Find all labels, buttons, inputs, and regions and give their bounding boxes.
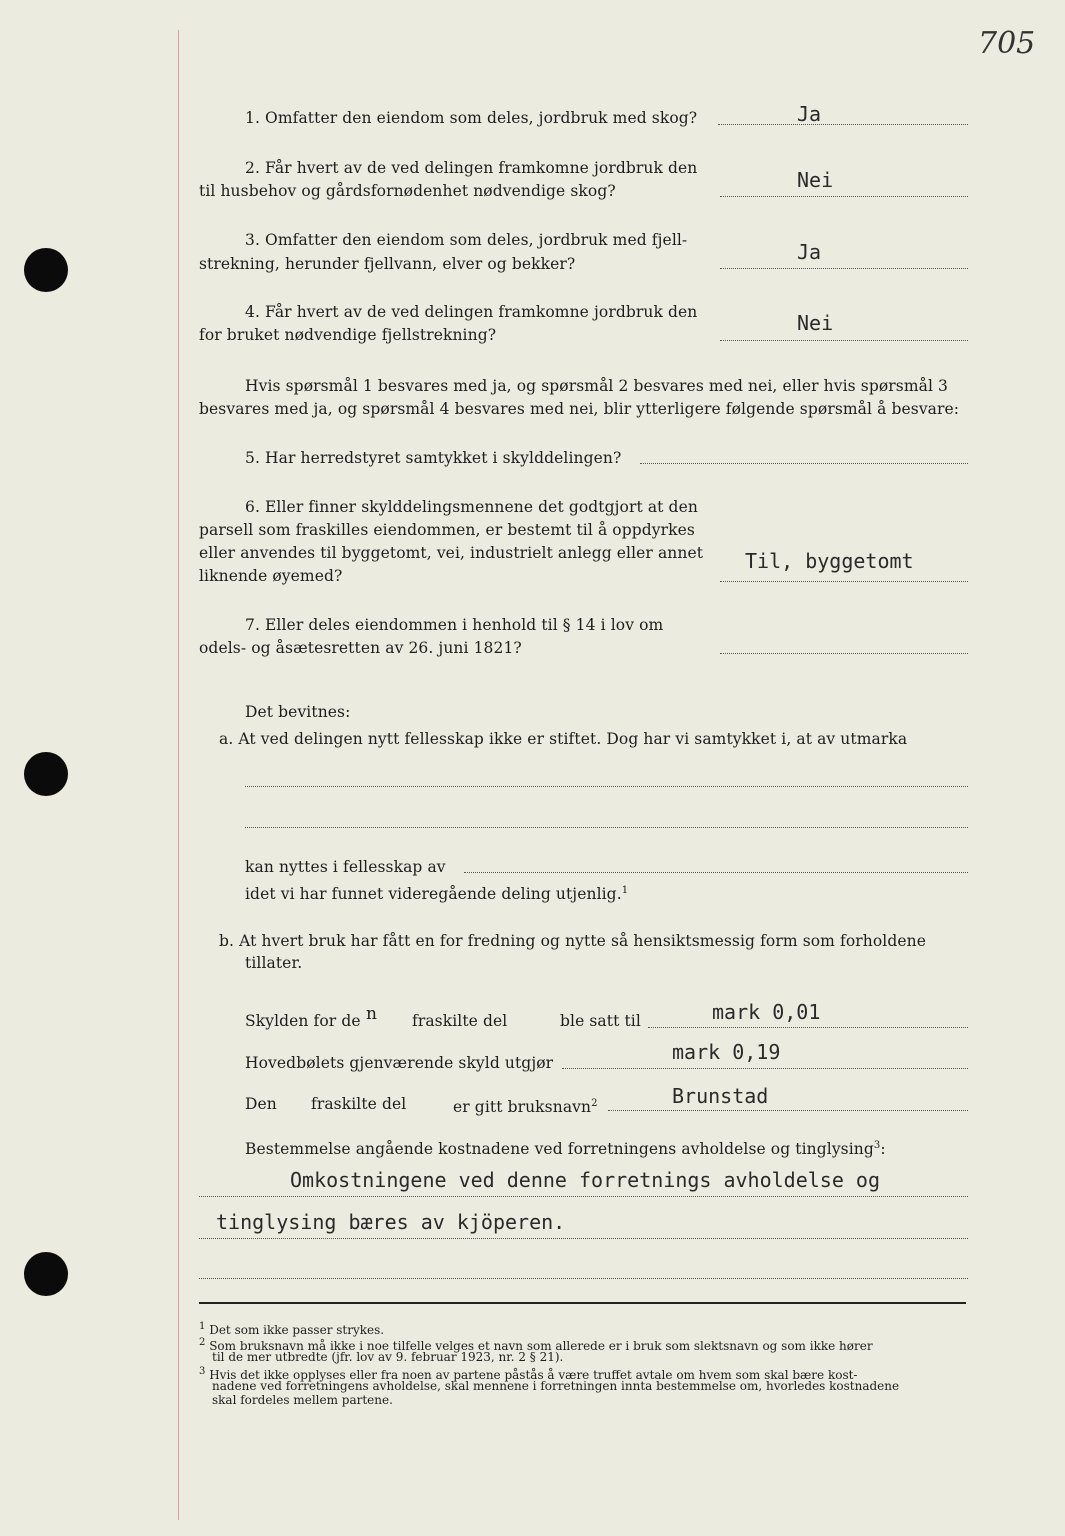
question-4-line-2: for bruket nødvendige fjellstrekning? [199,326,497,344]
footnote-ref: 2 [591,1098,598,1109]
punch-hole [24,1252,68,1296]
skyld-label-n: n [366,1004,378,1024]
answer-line [720,268,968,269]
question-6-line-3: eller anvendes til byggetomt, vei, industrielt anlegg eller annet [199,544,704,562]
costs-label: Bestemmelse angående kostnadene ved forretningens avholdelse og tinglysing$^3$: [245,1140,886,1159]
instruction-line-1: Hvis spørsmål 1 besvares med ja, og spørsmål 2 besvares med nei, eller hvis spørsmål 3 [245,377,949,395]
blank-line [245,827,968,828]
answer-line [720,340,968,341]
answer-line [720,653,968,654]
answer-line [720,581,968,582]
answer-line [608,1110,968,1111]
certify-further [245,880,628,905]
question-2-line-2: til husbehov og gårdsfornødenhet nødvendige skog? [199,182,616,200]
footnote-mark: 1 [199,1321,206,1332]
blank-line [464,872,968,873]
footnote-text: Som bruksnavn må ikke i noe tilfelle velges et navn som allerede er i bruk som slektsnavn og som ikke hører [209,1339,873,1353]
question-3-line-2: strekning, herunder fjellvann, elver og bekker? [199,255,576,273]
answer-line [718,124,968,125]
footnote-text: Hvis det ikke opplyses eller fra noen av partene påstås å være truffet avtale om hvem som skal bære kost- [209,1368,858,1382]
answer-4: Nei [797,311,834,335]
instruction-line-2: besvares med ja, og spørsmål 4 besvares med nei, blir ytterligere følgende spørsmål å besvare: [199,400,960,418]
margin-line [178,30,179,1520]
hovedbol-label: Hovedbølets gjenværende skyld utgjør [245,1054,554,1072]
question-5: 5. Har herredstyret samtykket i skylddelingen? [245,449,622,467]
question-7-line-2: odels- og åsætesretten av 26. juni 1821? [199,639,522,657]
blank-line [199,1238,968,1239]
punch-hole [24,248,68,292]
answer-2: Nei [797,168,834,192]
skyld-label-pre: Skylden for de [245,1012,361,1030]
certify-b-line-2: tillater. [245,954,303,972]
answer-line [562,1068,968,1069]
costs-label-text: Bestemmelse angående kostnadene ved forretningens avholdelse og tinglysing [245,1140,874,1159]
footnote-mark: 2 [199,1337,206,1348]
answer-6: Til, byggetomt [745,549,914,573]
bruksnavn-label-pre: Den [245,1095,277,1113]
question-7-line-1: 7. Eller deles eiendommen i henhold til § 14 i lov om [245,616,664,634]
certify-further-text: idet vi har funnet videregående deling utjenlig. [245,885,622,904]
footnote-ref: 3 [873,1140,881,1151]
costs-line-2: tinglysing bæres av kjöperen. [216,1210,566,1234]
question-2-line-1: 2. Får hvert av de ved delingen framkomne jordbruk den [245,159,698,177]
question-6-line-1: 6. Eller finner skylddelingsmennene det godtgjort at den [245,498,698,516]
bruksnavn-label-mid: fraskilte del [311,1095,407,1113]
answer-3: Ja [797,240,822,264]
certify-a: a. At ved delingen nytt fellesskap ikke er stiftet. Dog har vi samtykket i, at av utmarka [219,730,908,748]
question-4-line-1: 4. Får hvert av de ved delingen framkomne jordbruk den [245,303,698,321]
page-number: 705 [978,26,1036,61]
footnote-3-cont2: skal fordeles mellem partene. [212,1393,393,1407]
bruksnavn-label-text: er gitt bruksnavn [453,1098,592,1117]
certify-shared: kan nyttes i fellesskap av [245,858,446,876]
question-1: 1. Omfatter den eiendom som deles, jordbruk med skog? [245,109,698,127]
bruksnavn-value: Brunstad [672,1084,769,1108]
skyld-value: mark 0,01 [712,1000,821,1024]
question-3-line-1: 3. Omfatter den eiendom som deles, jordbruk med fjell- [245,231,688,249]
blank-line [245,786,968,787]
answer-1: Ja [797,102,822,126]
blank-line [199,1278,968,1279]
question-6-line-2: parsell som fraskilles eiendommen, er bestemt til å oppdyrkes [199,521,695,539]
skyld-label-mid: fraskilte del [412,1012,508,1030]
answer-line [640,463,968,464]
question-6-line-4: liknende øyemed? [199,567,343,585]
bruksnavn-label-post [453,1093,598,1118]
footnote-ref: 1 [621,885,629,896]
punch-hole [24,752,68,796]
costs-line-1: Omkostningene ved denne forretnings avholdelse og [290,1168,881,1192]
answer-line [648,1027,968,1028]
footnote-mark: 3 [199,1366,206,1377]
footnote-2-cont: til de mer utbredte (jfr. lov av 9. februar 1923, nr. 2 § 21). [212,1350,564,1364]
blank-line [199,1196,968,1197]
footnote-text: Det som ikke passer strykes. [209,1323,385,1337]
skyld-label-post: ble satt til [560,1012,641,1030]
footnote-divider [199,1302,966,1304]
footnote-1 [199,1320,384,1337]
hovedbol-value: mark 0,19 [672,1040,781,1064]
footnote-3-cont: nadene ved forretningens avholdelse, skal mennene i forretningen innta bestemmelse om, hvorledes kostnadene [212,1379,900,1393]
answer-line [720,196,968,197]
certify-heading: Det bevitnes: [245,703,351,721]
certify-b-line-1: b. At hvert bruk har fått en for fredning og nytte så hensiktsmessig form som forholdene [219,932,927,950]
